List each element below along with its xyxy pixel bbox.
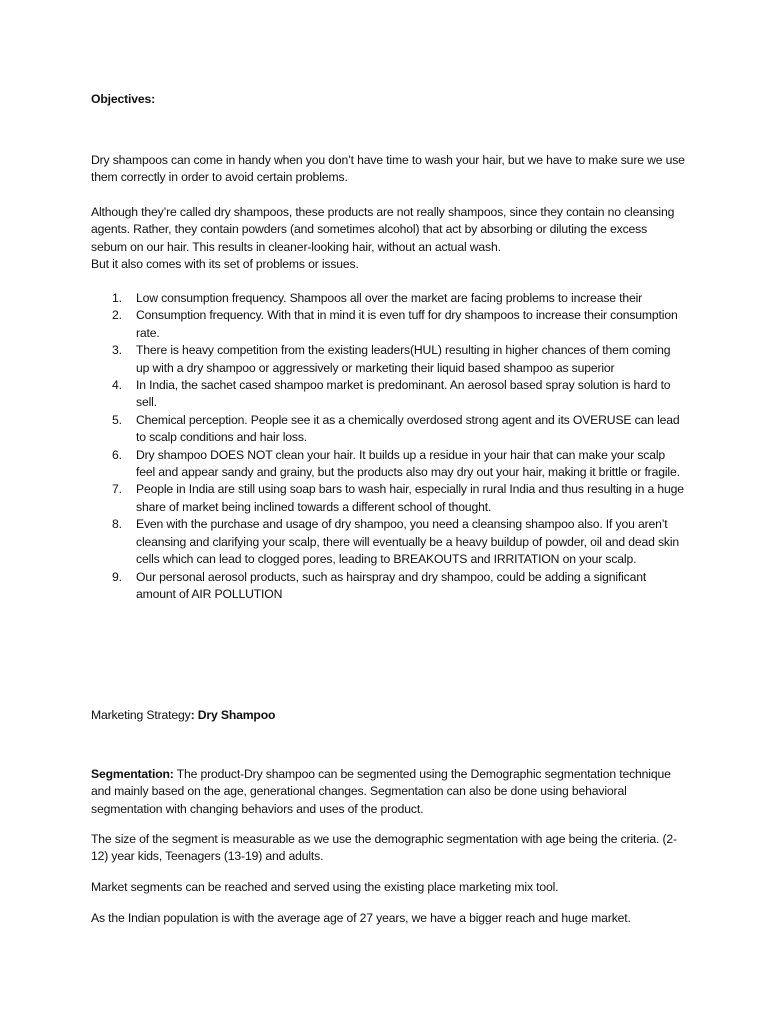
strategy-title: : Dry Shampoo	[190, 708, 276, 722]
reach-paragraph: Market segments can be reached and served using the existing place marketing mix tool.	[91, 880, 559, 894]
issue-number: 1.	[112, 291, 122, 305]
issue-text: Dry shampoo DOES NOT clean your hair. It builds up a residue in your hair that can make your scalp feel and appear sandy and grainy, but the products also may dry out your hair, making it brittle or fragile.	[136, 447, 680, 480]
issue-number: 6.	[112, 447, 122, 462]
segment-size-paragraph: The size of the segment is measurable as we use the demographic segmentation with age being the criteria. (2-12) year kids, Teenagers (13-19) and adults.	[91, 832, 677, 864]
issue-number: 8.	[112, 517, 122, 532]
population-paragraph: As the Indian population is with the average age of 27 years, we have a bigger reach and huge market.	[91, 911, 631, 925]
issue-item	[91, 447, 686, 482]
issue-item	[91, 307, 686, 342]
issue-text: In India, the sachet cased shampoo market is predominant. An aerosol based spray solution is hard to sell.	[136, 378, 671, 410]
issue-number: 9.	[112, 569, 122, 584]
segmentation-label: Segmentation:	[91, 767, 174, 781]
issue-number: 7.	[112, 482, 122, 497]
strategy-label: Marketing Strategy	[91, 708, 191, 722]
issue-item	[91, 377, 686, 412]
description-sentence: Although they’re called dry shampoos, these products are not really shampoos, since they contain no cleansing agents. Rather, they contain powders (and sometimes alcohol) that act by absorbing or diluting the excess sebum on our hair. This results in cleaner-looking hair, without an actual wash.	[91, 205, 675, 254]
segmentation-paragraph	[91, 766, 686, 818]
issue-number: 5.	[112, 412, 122, 427]
issue-number: 2.	[112, 308, 122, 323]
issue-number: 3.	[112, 343, 122, 358]
issue-item	[91, 290, 686, 307]
issue-item	[91, 481, 686, 516]
issue-text: Even with the purchase and usage of dry shampoo, you need a cleansing shampoo also. If you aren’t cleansing and clarifying your scalp, there will eventually be a heavy buildup of powder, oil and dead skin cells which can lead to clogged pores, leading to BREAKOUTS and IRRITATION on your scalp.	[136, 517, 680, 567]
intro-paragraph: Dry shampoos can come in handy when you don’t have time to wash your hair, but we have to make sure we use them correctly in order to avoid certain problems.	[91, 153, 685, 185]
issues-list	[91, 290, 686, 603]
issue-text: People in India are still using soap bars to wash hair, especially in rural India and thus resulting in a huge share of market being inclined towards a different school of thought.	[136, 482, 684, 514]
issue-number: 4.	[112, 378, 122, 393]
objectives-heading: Objectives:	[91, 92, 156, 106]
issue-text: There is heavy competition from the existing leaders(HUL) resulting in higher chances of them coming up with a dry shampoo or aggressively or marketing their liquid based shampoo as superior	[136, 343, 671, 375]
issue-item	[91, 342, 686, 377]
issue-text: Chemical perception. People see it as a chemically overdosed strong agent and its OVERUSE can lead to scalp conditions and hair loss.	[136, 412, 680, 445]
segmentation-text: The product-Dry shampoo can be segmented using the Demographic segmentation technique and mainly based on the age, generational changes. Segmentation can also be done using behavioral segmentation with changing behaviors and uses of the product.	[91, 767, 671, 816]
issue-text: Low consumption frequency. Shampoos all over the market are facing problems to increase their	[136, 291, 643, 305]
issue-item	[91, 569, 686, 604]
description-paragraph	[91, 204, 686, 274]
marketing-strategy-heading	[91, 707, 686, 724]
description-issues-intro: But it also comes with its set of problems or issues.	[91, 257, 359, 272]
issue-text: Consumption frequency. With that in mind it is even tuff for dry shampoos to increase their consumption rate.	[136, 308, 678, 340]
issue-text: Our personal aerosol products, such as hairspray and dry shampoo, could be adding a significant amount of AIR POLLUTION	[136, 569, 647, 601]
issue-item	[91, 412, 686, 447]
issue-item	[91, 516, 686, 568]
